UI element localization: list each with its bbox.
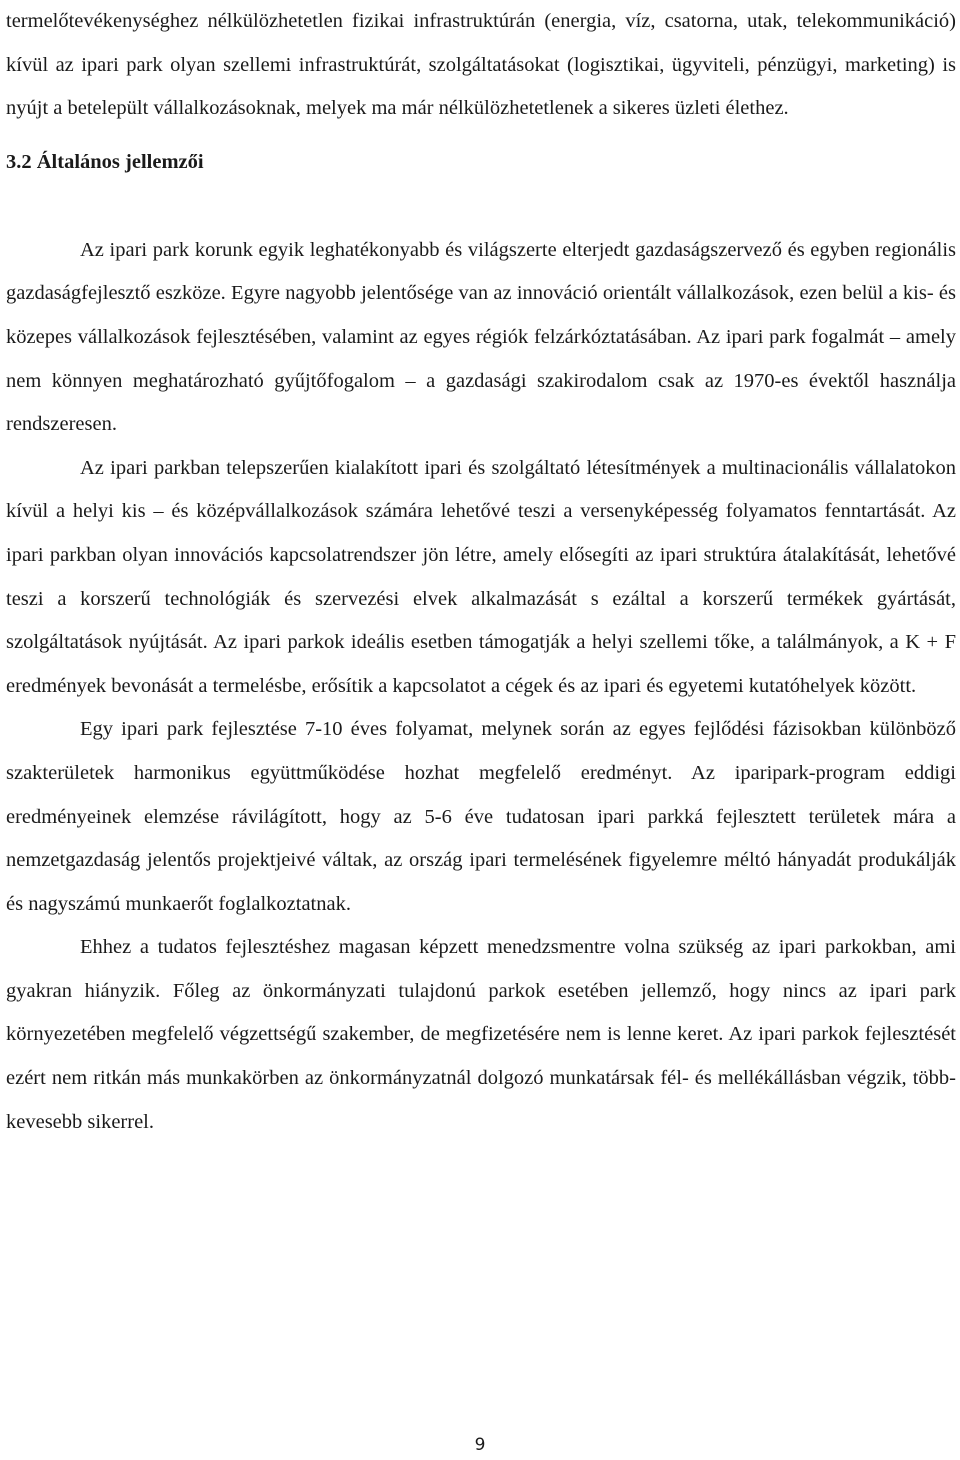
section-heading: 3.2 Általános jellemzői	[6, 150, 204, 173]
paragraph-1: Az ipari park korunk egyik leghatékonyabb és világszerte elterjedt gazdaságszervező és egyben regionális gazdaságfejlesztő eszköze. Egyre nagyobb jelentősége van az innováció orientált vállalkozások, ezen belül a kis- és közepes vállalkozások fejlesztésében, valamint az egyes régiók felzárkóztatásában. Az ipari park fogalmát – amely nem könnyen meghatározható gyűjtőfogalom – a gazdasági szakirodalom csak az 1970-es évektől használja rendszeresen.	[6, 238, 956, 436]
intro-paragraph: termelőtevékenységhez nélkülözhetetlen fizikai infrastruktúrán (energia, víz, csatorna, utak, telekommunikáció) kívül az ipari park olyan szellemi infrastruktúrát, szolgáltatásokat (logisztikai, ügyviteli, pénzügyi, marketing) is nyújt a betelepült vállalkozásoknak, melyek ma már nélkülözhetetlenek a sikeres üzleti élethez.	[6, 10, 956, 120]
paragraph-4: Ehhez a tudatos fejlesztéshez magasan képzett menedzsmentre volna szükség az ipari parkokban, ami gyakran hiányzik. Főleg az önkormányzati tulajdonú parkok esetében jellemző, hogy nincs az ipari park környezetében megfelelő végzettségű szakember, de megfizetésére nem is lenne keret. Az ipari parkok fejlesztését ezért nem ritkán más munkakörben az önkormányzatnál dolgozó munkatársak fél- és mellékállásban végzik, több-kevesebb sikerrel.	[6, 936, 956, 1133]
paragraph-2: Az ipari parkban telepszerűen kialakított ipari és szolgáltató létesítmények a multinacionális vállalatokon kívül a helyi kis – és középvállalkozások számára lehetővé teszi a versenyképesség folyamatos fenntartását. Az ipari parkban olyan innovációs kapcsolatrendszer jön létre, amely elősegíti az ipari struktúra átalakítását, lehetővé teszi a korszerű technológiák és szervezési elvek alkalmazását s ezáltal a korszerű termékek gyártását, szolgáltatások nyújtását. Az ipari parkok ideális esetben támogatják a helyi szellemi tőke, a találmányok, a K + F eredmények bevonását a termelésbe, erősítik a kapcsolatot a cégek és az ipari és egyetemi kutatóhelyek között.	[6, 456, 956, 697]
paragraph-3: Egy ipari park fejlesztése 7-10 éves folyamat, melynek során az egyes fejlődési fázisokban különböző szakterületek harmonikus együttműködése hozhat megfelelő eredményt. Az iparipark-program eddigi eredményeinek elemzése rávilágított, hogy az 5-6 éve tudatosan ipari parkká fejlesztett területek mára a nemzetgazdaság jelentős projektjeivé váltak, az ország ipari termelésének figyelemre méltó hányadát produkálják és nagyszámú munkaerőt foglalkoztatnak.	[6, 718, 956, 915]
document-page	[6, 0, 956, 1144]
page-number: 9	[474, 1435, 486, 1455]
